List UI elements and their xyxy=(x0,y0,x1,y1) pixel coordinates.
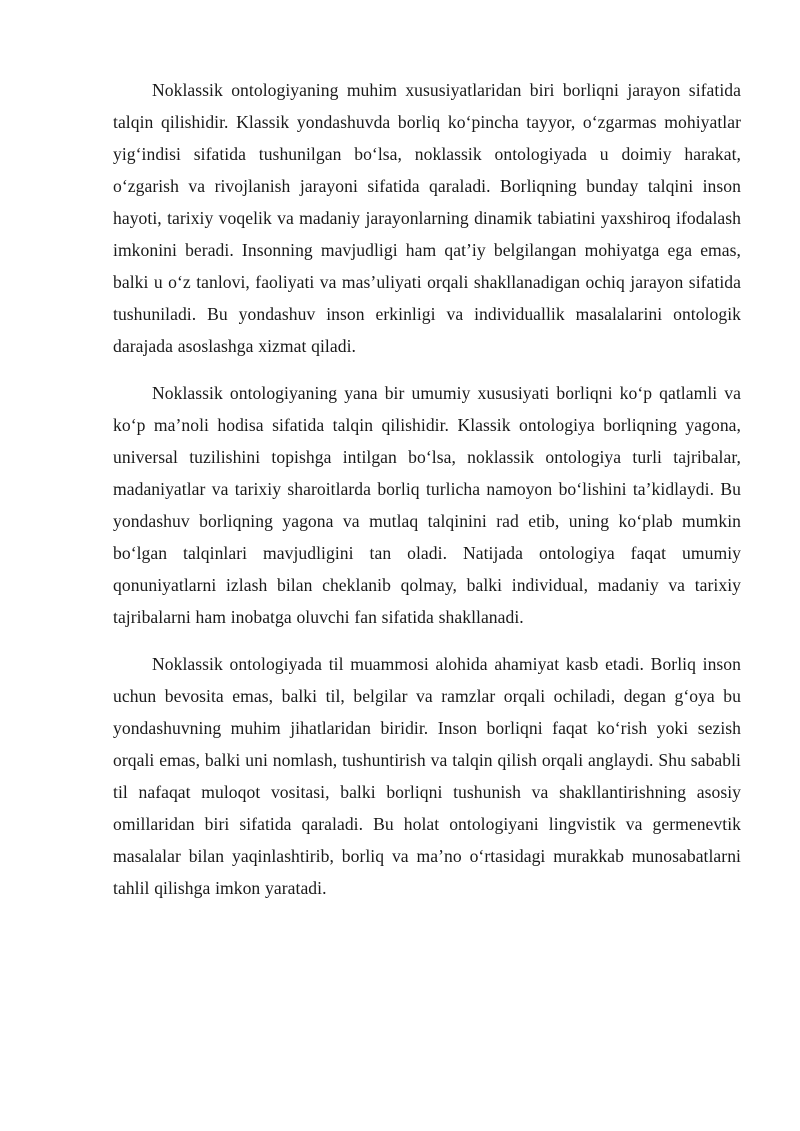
paragraph-1: Noklassik ontologiyaning muhim xususiyatlaridan biri borliqni jarayon sifatida talqin qilishidir. Klassik yondashuvda borliq ko‘pincha tayyor, o‘zgarmas mohiyatlar yig‘indisi sifatida tushunilgan bo‘lsa, noklassik ontologiyada u doimiy harakat, o‘zgarish va rivojlanish jarayoni sifatida qaraladi. Borliqning bunday talqini inson hayoti, tarixiy voqelik va madaniy jarayonlarning dinamik tabiatini yaxshiroq ifodalash imkonini beradi. Insonning mavjudligi ham qat’iy belgilangan mohiyatga ega emas, balki u o‘z tanlovi, faoliyati va mas’uliyati orqali shakllanadigan ochiq jarayon sifatida tushuniladi. Bu yondashuv inson erkinligi va individuallik masalalarini ontologik darajada asoslashga xizmat qiladi. xyxy=(113,80,741,356)
document-body xyxy=(113,74,741,919)
paragraph-3: Noklassik ontologiyada til muammosi alohida ahamiyat kasb etadi. Borliq inson uchun bevosita emas, balki til, belgilar va ramzlar orqali ochiladi, degan g‘oya bu yondashuvning muhim jihatlaridan biridir. Inson borliqni faqat ko‘rish yoki sezish orqali emas, balki uni nomlash, tushuntirish va talqin qilish orqali anglaydi. Shu sababli til nafaqat muloqot vositasi, balki borliqni tushunish va shakllantirishning asosiy omillaridan biri sifatida qaraladi. Bu holat ontologiyani lingvistik va germenevtik masalalar bilan yaqinlashtirib, borliq va ma’no o‘rtasidagi murakkab munosabatlarni tahlil qilishga imkon yaratadi. xyxy=(113,654,741,898)
paragraph-2: Noklassik ontologiyaning yana bir umumiy xususiyati borliqni ko‘p qatlamli va ko‘p ma’noli hodisa sifatida talqin qilishidir. Klassik ontologiya borliqning yagona, universal tuzilishini topishga intilgan bo‘lsa, noklassik ontologiya turli tajribalar, madaniyatlar va tarixiy sharoitlarda borliq turlicha namoyon bo‘lishini ta’kidlaydi. Bu yondashuv borliqning yagona va mutlaq talqinini rad etib, uning ko‘plab mumkin bo‘lgan talqinlari mavjudligini tan oladi. Natijada ontologiya faqat umumiy qonuniyatlarni izlash bilan cheklanib qolmay, balki individual, madaniy va tarixiy tajribalarni ham inobatga oluvchi fan sifatida shakllanadi. xyxy=(113,383,741,627)
